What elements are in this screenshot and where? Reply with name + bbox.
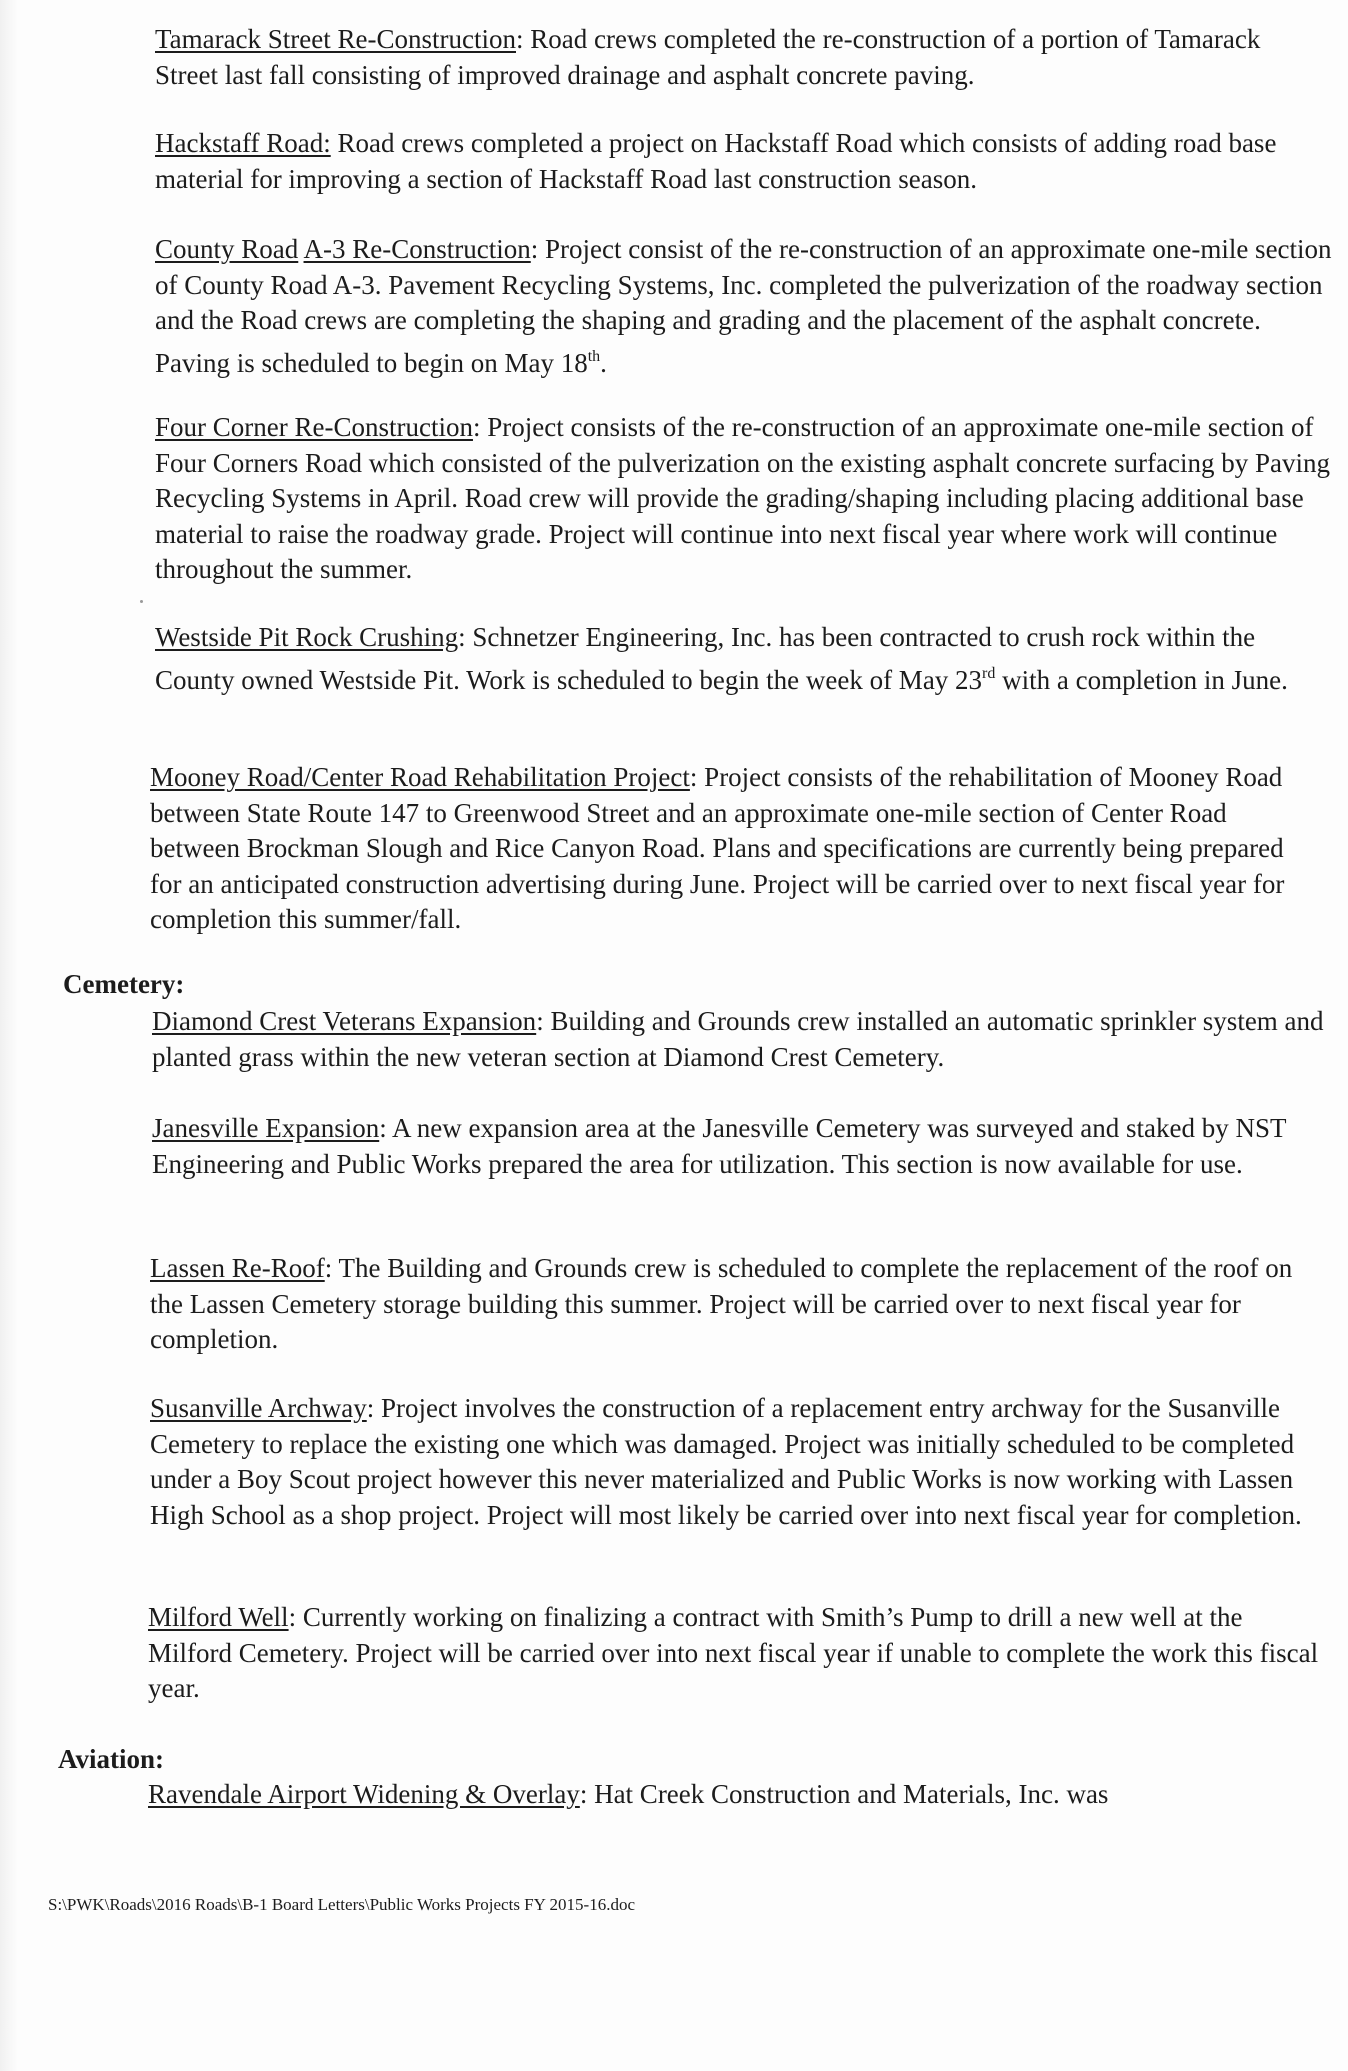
entry-text: Project involves the construction of a replacement entry archway for the Susanville Cemetery to replace the existing one which was damaged. Project was initially scheduled to be completed under a Boy Scout project however this never materialized and Public Works is now working with Lassen High School as a shop project. Project will most likely be carried over into next fiscal year for completion. (150, 1393, 1302, 1530)
entry-county-road-a3: County Road A-3 Re-Construction: Project consist of the re-construction of an approximate one-mile section of County Road A-3. Pavement Recycling Systems, Inc. completed the pulverization of the roadway section and the Road crews are completing the shaping and grading and the placement of the asphalt concrete. Paving is scheduled to begin on May 18th. (155, 234, 1332, 378)
entry-four-corner: Four Corner Re-Construction: Project consists of the re-construction of an approximate one-mile section of Four Corners Road which consisted of the pulverization on the existing asphalt concrete surfacing by Paving Recycling Systems in April. Road crew will provide the grading/shaping including placing additional base material to raise the roadway grade. Project will continue into next fiscal year where work will continue throughout the summer. (155, 412, 1330, 584)
entry-title-part2: A-3 Re-Construction (303, 234, 531, 264)
scan-shadow-edge (0, 0, 18, 2071)
entry-text: A new expansion area at the Janesville Cemetery was surveyed and staked by NST Engineering and Public Works prepared the area for utilization. This section is now available for use. (152, 1113, 1286, 1179)
ordinal-suffix: th (587, 347, 601, 365)
entry-text: Project consists of the re-construction of an approximate one-mile section of Four Corners Road which consisted of the pulverization on the existing asphalt concrete surfacing by Paving Recycling Systems in April. Road crew will provide the grading/shaping including placing additional base material to raise the roadway grade. Project will continue into next fiscal year where work will continue throughout the summer. (155, 412, 1330, 584)
entry-lassen-reroof: Lassen Re-Roof: The Building and Grounds crew is scheduled to complete the replacement of the roof on the Lassen Cemetery storage building this summer. Project will be carried over to next fiscal year for completion. (150, 1253, 1293, 1354)
entry-westside-pit: Westside Pit Rock Crushing: Schnetzer Engineering, Inc. has been contracted to crush rock within the County owned Westside Pit. Work is scheduled to begin the week of May 23rd with a completion in June. (155, 622, 1288, 695)
entry-text: Project consist of the re-construction of an approximate one-mile section of County Road A-3. Pavement Recycling Systems, Inc. completed the pulverization of the roadway section and the Road crews are completing the shaping and grading and the placement of the asphalt concrete. Paving is scheduled to begin on May 18 (155, 234, 1332, 378)
entry-title: Janesville Expansion (152, 1113, 380, 1143)
entry-title: Four Corner Re-Construction (155, 412, 473, 442)
entry-title: Westside Pit Rock Crushing (155, 622, 459, 652)
entry-title: Tamarack Street Re-Construction (155, 24, 516, 54)
entry-title: Hackstaff Road: (155, 128, 331, 158)
entry-janesville: Janesville Expansion: A new expansion area at the Janesville Cemetery was surveyed and staked by NST Engineering and Public Works prepared the area for utilization. This section is now available for use. (152, 1113, 1286, 1179)
entry-title: Mooney Road/Center Road Rehabilitation Project (150, 762, 690, 792)
entry-text-end: . (600, 347, 607, 378)
entry-text: Road crews completed the re-construction of a portion of Tamarack Street last fall consisting of improved drainage and asphalt concrete paving. (155, 24, 1261, 90)
entry-ravendale-airport: Ravendale Airport Widening & Overlay: Hat Creek Construction and Materials, Inc. was (148, 1779, 1109, 1809)
section-heading-cemetery: Cemetery: (63, 969, 185, 999)
entry-title: Diamond Crest Veterans Expansion (152, 1006, 537, 1036)
entry-title-part1: County Road (155, 234, 299, 264)
entry-text: Project consists of the rehabilitation of Mooney Road between State Route 147 to Greenwood Street and an approximate one-mile section of Center Road between Brockman Slough and Rice Canyon Road. Plans and specifications are currently being prepared for an anticipated construction advertising during June. Project will be carried over to next fiscal year for completion this summer/fall. (150, 762, 1285, 934)
entry-text-end: with a completion in June. (995, 664, 1288, 695)
entry-title: Ravendale Airport Widening & Overlay (148, 1779, 580, 1809)
entry-susanville-archway: Susanville Archway: Project involves the construction of a replacement entry archway for the Susanville Cemetery to replace the existing one which was damaged. Project was initially scheduled to be completed under a Boy Scout project however this never materialized and Public Works is now working with Lassen High School as a shop project. Project will most likely be carried over into next fiscal year for completion. (150, 1393, 1302, 1530)
entry-text: Road crews completed a project on Hackstaff Road which consists of adding road base material for improving a section of Hackstaff Road last construction season. (155, 128, 1277, 194)
footer-file-path: S:\PWK\Roads\2016 Roads\B-1 Board Letters\Public Works Projects FY 2015-16.doc (48, 1895, 635, 1914)
entry-milford-well: Milford Well: Currently working on finalizing a contract with Smith’s Pump to drill a new well at the Milford Cemetery. Project will be carried over into next fiscal year if unable to complete the work this fiscal year. (148, 1602, 1319, 1703)
entry-text: The Building and Grounds crew is scheduled to complete the replacement of the roof on the Lassen Cemetery storage building this summer. Project will be carried over to next fiscal year for completion. (150, 1253, 1293, 1354)
entry-title: Susanville Archway (150, 1393, 367, 1423)
entry-hackstaff-road (155, 126, 1330, 197)
entry-text: Hat Creek Construction and Materials, Inc. was (594, 1779, 1109, 1809)
entry-title: Lassen Re-Roof (150, 1253, 325, 1283)
entry-tamarack-street: Tamarack Street Re-Construction: Road crews completed the re-construction of a portion of Tamarack Street last fall consisting of improved drainage and asphalt concrete paving. (155, 24, 1261, 90)
entry-title: Milford Well (148, 1602, 289, 1632)
scan-speck (140, 600, 143, 603)
entry-diamond-crest: Diamond Crest Veterans Expansion: Building and Grounds crew installed an automatic sprinkler system and planted grass within the new veteran section at Diamond Crest Cemetery. (152, 1006, 1324, 1072)
entry-text: Building and Grounds crew installed an automatic sprinkler system and planted grass within the new veteran section at Diamond Crest Cemetery. (152, 1006, 1324, 1072)
entry-mooney-center-road: Mooney Road/Center Road Rehabilitation Project: Project consists of the rehabilitation of Mooney Road between State Route 147 to Greenwood Street and an approximate one-mile section of Center Road between Brockman Slough and Rice Canyon Road. Plans and specifications are currently being prepared for an anticipated construction advertising during June. Project will be carried over to next fiscal year for completion this summer/fall. (150, 762, 1285, 934)
entry-text: Schnetzer Engineering, Inc. has been contracted to crush rock within the County owned Westside Pit. Work is scheduled to begin the week of May 23 (155, 622, 1256, 695)
entry-text: Currently working on finalizing a contract with Smith’s Pump to drill a new well at the Milford Cemetery. Project will be carried over into next fiscal year if unable to complete the work this fiscal year. (148, 1602, 1319, 1703)
section-heading-aviation: Aviation: (58, 1744, 164, 1774)
ordinal-suffix: rd (982, 664, 996, 682)
